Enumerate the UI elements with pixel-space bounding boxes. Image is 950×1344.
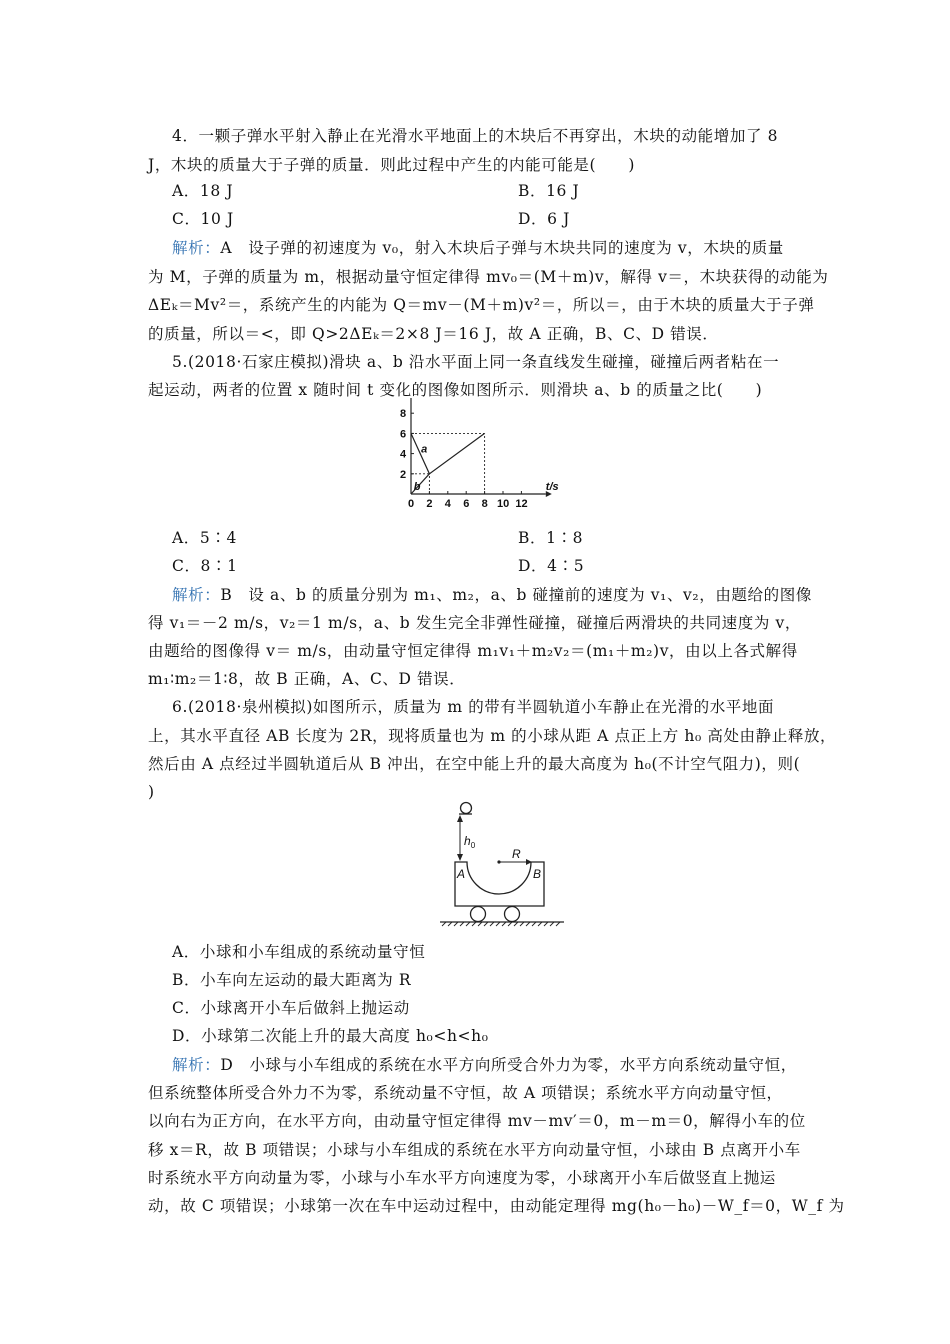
- q5-analysis-line-1: 解析：B 设 a、b 的质量分别为 m₁、m₂，a、b 碰撞前的速度为 v₁、v₂，由题给的图像: [172, 586, 812, 604]
- h0-arrow-head-bottom: [457, 854, 463, 861]
- q6-stem-line-3: 然后由 A 点经过半圆轨道后从 B 冲出，在空中能上升的最大高度为 h₀(不计空气阻力)，则(: [148, 755, 801, 773]
- q4-option-a: A．18 J: [172, 182, 234, 200]
- y-tick-label-4: 4: [400, 448, 407, 461]
- center-dot: [497, 860, 500, 863]
- q4-analysis-line-3: ΔEₖ＝Mv²＝，系统产生的内能为 Q＝mv－(M＋m)v²＝，所以＝，由于木块的质量大于子弹: [148, 296, 815, 314]
- q4-stem-line-2: J，木块的质量大于子弹的质量．则此过程中产生的内能可能是( ): [148, 156, 636, 174]
- r-label: R: [512, 847, 521, 861]
- q6-stem-line-4: ): [148, 783, 155, 801]
- q4-option-c: C．10 J: [172, 210, 234, 228]
- series-b-label: b: [413, 480, 421, 493]
- q6-stem-line-1: 6.(2018·泉州模拟)如图所示，质量为 m 的带有半圆轨道小车静止在光滑的水平地面: [172, 698, 775, 716]
- q6-option-b: B．小车向左运动的最大距离为 R: [172, 971, 412, 989]
- x-tick-label-8: 8: [481, 498, 488, 510]
- q5-stem-line-2: 起运动，两者的位置 x 随时间 t 变化的图像如图所示．则滑块 a、b 的质量之比( ): [148, 381, 763, 399]
- q6-stem-line-2: 上，其水平直径 AB 长度为 2R，现将质量也为 m 的小球从距 A 点正上方 h₀ 高处由静止释放，: [148, 727, 837, 745]
- series-a-label: a: [421, 443, 428, 456]
- h0-arrow-head-top: [457, 815, 463, 822]
- q6-analysis-label: 解析：: [172, 1056, 221, 1074]
- h0-label: $h_0$: [464, 834, 476, 850]
- y-tick-label-6: 6: [400, 428, 407, 441]
- x-tick-label-4: 4: [444, 498, 451, 510]
- q4-option-d: D．6 J: [518, 210, 570, 228]
- q4-analysis-line-1: 解析：A 设子弹的初速度为 v₀，射入木块后子弹与木块共同的速度为 v，木块的质量: [172, 239, 784, 257]
- q6-option-c: C．小球离开小车后做斜上抛运动: [172, 999, 410, 1017]
- q6-analysis-line-5: 时系统水平方向动量为零，小球与小车水平方向速度为零，小球离开小车后做竖直上抛运: [148, 1169, 776, 1187]
- q6-analysis-line-6: 动，故 C 项错误；小球第一次在车中运动过程中，由动能定理得 mg(h₀－h₀)－W_f＝0，W_f 为: [148, 1197, 845, 1215]
- y-tick-label-8: 8: [400, 408, 407, 421]
- cart-figure: [440, 800, 570, 935]
- q6-option-d: D．小球第二次能上升的最大高度 h₀<h<h₀: [172, 1027, 489, 1045]
- q5-option-a: A．5∶4: [172, 529, 237, 547]
- q6-analysis-line-3: 以向右为正方向，在水平方向，由动量守恒定律得 mv－mv′＝0，m－m＝0，解得小车的位: [148, 1112, 806, 1130]
- q5-option-b: B．1∶8: [518, 529, 584, 547]
- left-wheel: [471, 907, 486, 922]
- q6-option-a: A．小球和小车组成的系统动量守恒: [172, 943, 426, 961]
- x-tick-label-10: 10: [497, 498, 510, 510]
- q5-analysis-line-2: 得 v₁＝－2 m/s，v₂＝1 m/s，a、b 发生完全非弹性碰撞，碰撞后两滑块的共同速度为 v，: [148, 614, 801, 632]
- a-label: A: [457, 867, 466, 881]
- q4-option-b: B．16 J: [518, 182, 580, 200]
- x-tick-label-2: 2: [426, 498, 433, 510]
- ball: [461, 803, 472, 814]
- y-tick-label-2: 2: [400, 468, 407, 481]
- q6-analysis-line-1: 解析：D 小球与小车组成的系统在水平方向所受合外力为零，水平方向系统动量守恒，: [172, 1056, 797, 1074]
- x-tick-label-0: 0: [408, 498, 415, 510]
- x-tick-label-6: 6: [463, 498, 470, 510]
- q5-analysis-line-3: 由题给的图像得 v＝ m/s，由动量守恒定律得 m₁v₁＋m₂v₂＝(m₁＋m₂)v，由以上各式解得: [148, 642, 798, 660]
- right-wheel: [505, 907, 520, 922]
- q5-analysis-line-4: m₁∶m₂＝1∶8，故 B 正确，A、C、D 错误．: [148, 670, 466, 688]
- b-label: B: [533, 867, 542, 881]
- x-tick-label-12: 12: [515, 498, 528, 510]
- q4-analysis-line-4: 的质量，所以＝<，即 Q>2ΔEₖ＝2×8 J＝16 J，故 A 正确，B、C、D 错误．: [148, 325, 719, 343]
- q5-stem-line-1: 5.(2018·石家庄模拟)滑块 a、b 沿水平面上同一条直线发生碰撞，碰撞后两者粘在一: [172, 353, 780, 371]
- q4-analysis-line-2: 为 M，子弹的质量为 m，根据动量守恒定律得 mv₀＝(M＋m)v，解得 v＝，木块获得的动能为: [148, 268, 829, 286]
- q6-analysis-line-4: 移 x＝R，故 B 项错误；小球与小车组成的系统在水平方向动量守恒，小球由 B 点离开小车: [148, 1141, 801, 1159]
- q4-stem-line-1: 4．一颗子弹水平射入静止在光滑水平地面上的木块后不再穿出，木块的动能增加了 8: [172, 127, 779, 145]
- q5-option-c: C．8∶1: [172, 557, 238, 575]
- q4-analysis-label: 解析：: [172, 239, 221, 257]
- cart-body: [455, 862, 544, 906]
- q5-analysis-label: 解析：: [172, 586, 221, 604]
- x-axis-label: t/s: [545, 481, 559, 493]
- q6-analysis-line-2: 但系统整体所受合外力不为零，系统动量不守恒，故 A 项错误；系统水平方向动量守恒，: [148, 1084, 783, 1102]
- xt-graph: [395, 398, 595, 518]
- q5-option-d: D．4∶5: [518, 557, 585, 575]
